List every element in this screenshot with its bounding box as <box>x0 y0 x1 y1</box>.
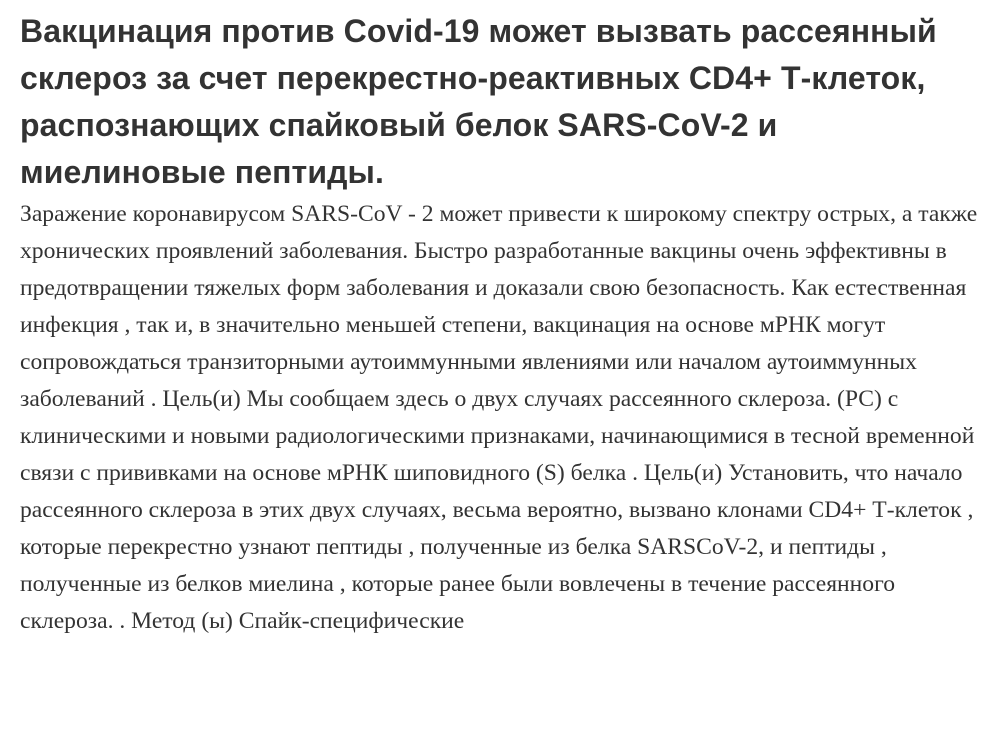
article-title: Вакцинация против Covid-19 может вызвать рассеянный склероз за счет перекрестно-реактивных CD4+ Т-клеток, распознающих спайковый белок SARS-CoV-2 и миелиновые пептиды. <box>20 13 937 190</box>
article-body: Заражение коронавирусом SARS-CoV - 2 может привести к широкому спектру острых, а также хронических проявлений заболевания. Быстро разработанные вакцины очень эффективны в предотвращении тяжелых форм заболевания и доказали свою безопасность. Как естественная инфекция , так и, в значительно меньшей степени, вакцинация на основе мРНК могут сопровождаться транзиторными аутоиммунными явлениями или началом аутоиммунных заболеваний . Цель(и) Мы сообщаем здесь о двух случаях рассеянного склероза. (РС) с клиническими и новыми радиологическими признаками, начинающимися в тесной временной связи с прививками на основе мРНК шиповидного (S) белка . Цель(и) Установить, что начало рассеянного склероза в этих двух случаях, весьма вероятно, вызвано клонами CD4+ Т-клеток , которые перекрестно узнают пептиды , полученные из белка SARSCoV-2, и пептиды , полученные из белков миелина , которые ранее были вовлечены в течение рассеянного склероза. . Метод (ы) Спайк-специфические <box>20 201 978 634</box>
article <box>20 0 988 640</box>
